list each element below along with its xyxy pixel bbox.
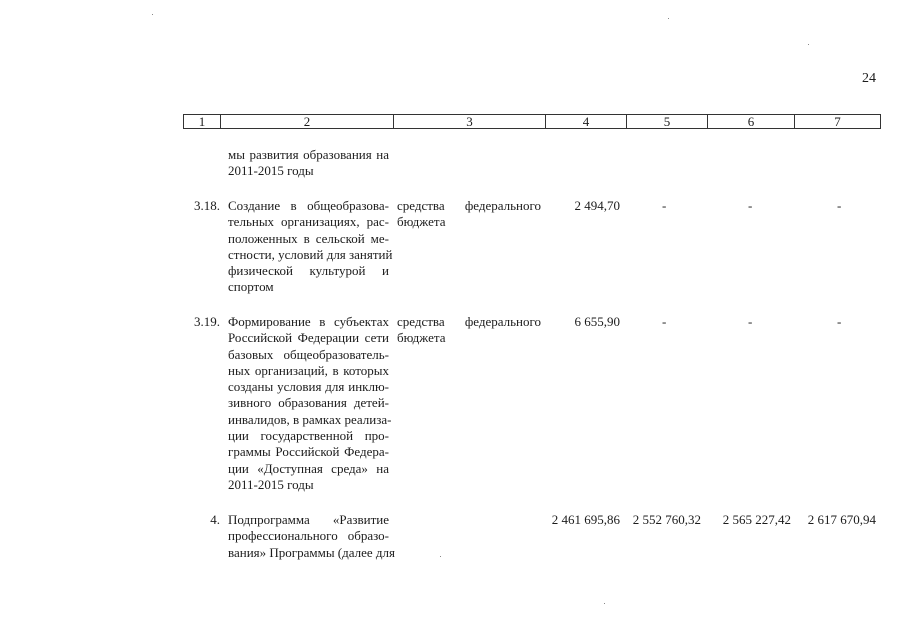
description-line: физической культурой и bbox=[228, 263, 389, 279]
description-line: профессионального образо- bbox=[228, 528, 389, 544]
table-header-row bbox=[183, 114, 881, 129]
value-col4: 2 461 695,86 bbox=[551, 512, 620, 527]
row-description bbox=[228, 314, 392, 493]
description-line: положенных в сельской ме- bbox=[228, 230, 389, 246]
description-line: созданы условия для инклю- bbox=[228, 379, 389, 395]
page-number: 24 bbox=[862, 71, 876, 86]
scan-speck bbox=[152, 14, 153, 15]
row-number: 3.18. bbox=[194, 198, 220, 213]
source-word: средства bbox=[397, 198, 445, 213]
header-cell-5: 5 bbox=[627, 115, 708, 128]
source-word: бюджета bbox=[397, 214, 446, 230]
source-word: федерального bbox=[464, 314, 541, 329]
description-line: зивного образования детей- bbox=[228, 395, 389, 411]
row-description bbox=[228, 198, 393, 296]
description-line: спортом bbox=[228, 279, 274, 295]
funding-source bbox=[397, 198, 541, 231]
description-line: ции «Доступная среда» на bbox=[228, 460, 389, 476]
header-cell-3: 3 bbox=[394, 115, 546, 128]
scan-speck bbox=[808, 44, 809, 45]
value-col6: 2 565 227,42 bbox=[722, 512, 791, 527]
value-col7: - bbox=[837, 314, 842, 329]
description-line: Формирование в субъектах bbox=[228, 314, 389, 329]
description-line: инвалидов, в рамках реализа- bbox=[228, 411, 392, 427]
description-line: Российской Федерации сети bbox=[228, 330, 389, 346]
value-col7: 2 617 670,94 bbox=[807, 512, 876, 527]
source-word: средства bbox=[397, 314, 445, 329]
value-col6: - bbox=[748, 314, 753, 329]
value-col5: 2 552 760,32 bbox=[632, 512, 701, 527]
description-line: стности, условий для занятий bbox=[228, 246, 393, 262]
description-line: Подпрограмма «Развитие bbox=[228, 512, 389, 527]
header-cell-2: 2 bbox=[221, 115, 394, 128]
source-word: бюджета bbox=[397, 330, 446, 346]
value-col4: 6 655,90 bbox=[574, 314, 620, 329]
description-line: 2011-2015 годы bbox=[228, 163, 314, 179]
row-description bbox=[228, 512, 395, 561]
description-line: ции государственной про- bbox=[228, 428, 389, 444]
value-col5: - bbox=[662, 198, 667, 213]
description-line: 2011-2015 годы bbox=[228, 476, 314, 492]
value-col7: - bbox=[837, 198, 842, 213]
description-line: граммы Российской Федера- bbox=[228, 444, 389, 460]
scan-speck bbox=[668, 18, 669, 19]
source-word: федерального bbox=[464, 198, 541, 213]
row-number: 3.19. bbox=[194, 314, 220, 329]
description-line: Создание в общеобразова- bbox=[228, 198, 389, 213]
value-col5: - bbox=[662, 314, 667, 329]
continuation-description bbox=[228, 147, 389, 180]
description-line: ных организаций, в которых bbox=[228, 362, 389, 378]
header-cell-1: 1 bbox=[184, 115, 221, 128]
scan-speck bbox=[604, 603, 605, 604]
value-col4: 2 494,70 bbox=[574, 198, 620, 213]
value-col6: - bbox=[748, 198, 753, 213]
description-line: вания» Программы (далее для bbox=[228, 544, 395, 560]
scan-speck bbox=[440, 556, 441, 557]
header-cell-7: 7 bbox=[834, 114, 841, 129]
description-line: тельных организациях, рас- bbox=[228, 214, 389, 230]
row-number: 4. bbox=[210, 512, 220, 527]
header-cell-6: 6 bbox=[708, 115, 795, 128]
description-line: базовых общеобразователь- bbox=[228, 346, 389, 362]
funding-source bbox=[397, 314, 541, 347]
header-cell-4: 4 bbox=[546, 115, 627, 128]
description-line: мы развития образования на bbox=[228, 147, 389, 162]
